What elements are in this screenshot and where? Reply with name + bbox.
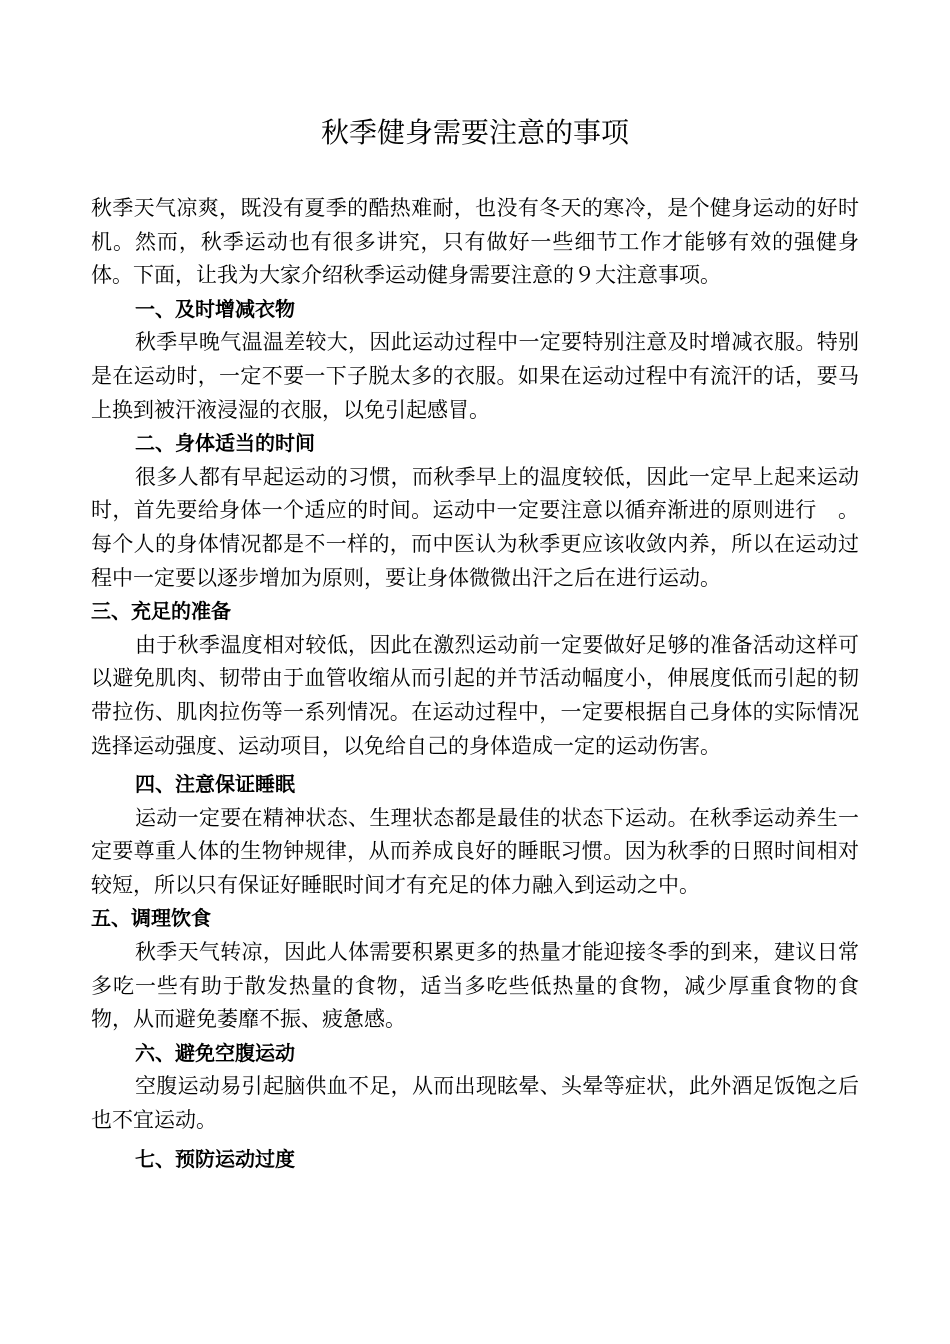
section-heading-5: 五、调理饮食 [91,906,211,931]
section-heading-7: 七、预防运动过度 [135,1146,295,1171]
section-body-5: 秋季天气转凉，因此人体需要积累更多的热量才能迎接冬季的到来，建议日常多吃一些有助于散发热量的食物，适当多吃些低热量的食物，减少厚重食物的食物，从而避免萎靡不振、疲惫感。 [91,940,859,1032]
section-body-1: 秋季早晚气温温差较大，因此运动过程中一定要特别注意及时增减衣服。特别是在运动时，一定不要一下子脱太多的衣服。如果在运动过程中有流汗的话，要马上换到被汗液浸湿的衣服，以免引起感冒。 [91,330,859,422]
section-heading-3: 三、充足的准备 [91,599,231,624]
section-heading-4: 四、注意保证睡眠 [135,772,295,797]
section-body-4: 运动一定要在精神状态、生理状态都是最佳的状态下运动。在秋季运动养生一定要尊重人体的生物钟规律，从而养成良好的睡眠习惯。因为秋季的日照时间相对较短，所以只有保证好睡眠时间才有充足的体力融入到运动之中。 [91,805,859,897]
document-body [91,192,859,1176]
section-heading-6: 六、避免空腹运动 [135,1040,295,1065]
section-heading-2: 二、身体适当的时间 [135,431,315,456]
section-body-6: 空腹运动易引起脑供血不足，从而出现眩晕、头晕等症状，此外酒足饭饱之后也不宜运动。 [91,1074,859,1133]
intro-paragraph: 秋季天气凉爽，既没有夏季的酷热难耐，也没有冬天的寒冷，是个健身运动的好时机。然而，秋季运动也有很多讲究，只有做好一些细节工作才能够有效的强健身体。下面，让我为大家介绍秋季运动健身需要注意的９大注意事项。 [91,196,859,288]
document-title: 秋季健身需要注意的事项 [320,116,629,149]
section-body-3: 由于秋季温度相对较低，因此在激烈运动前一定要做好足够的准备活动这样可以避免肌肉、韧带由于血管收缩从而引起的并节活动幅度小，伸展度低而引起的韧带拉伤、肌肉拉伤等一系列情况。在运动过程中，一定要根据自己身体的实际情况选择运动强度、运动项目，以免给自己的身体造成一定的运动伤害。 [91,632,859,758]
section-body-2: 很多人都有早起运动的习惯，而秋季早上的温度较低，因此一定早上起来运动时，首先要给身体一个适应的时间。运动中一定要注意以循弃渐进的原则进行 。每个人的身体情况都是不一样的，而中医认为秋季更应该收敛内养，所以在运动过程中一定要以逐步增加为原则，要让身体微微出汗之后在进行运动。 [91,464,859,590]
section-heading-1: 一、及时增减衣物 [135,296,295,321]
